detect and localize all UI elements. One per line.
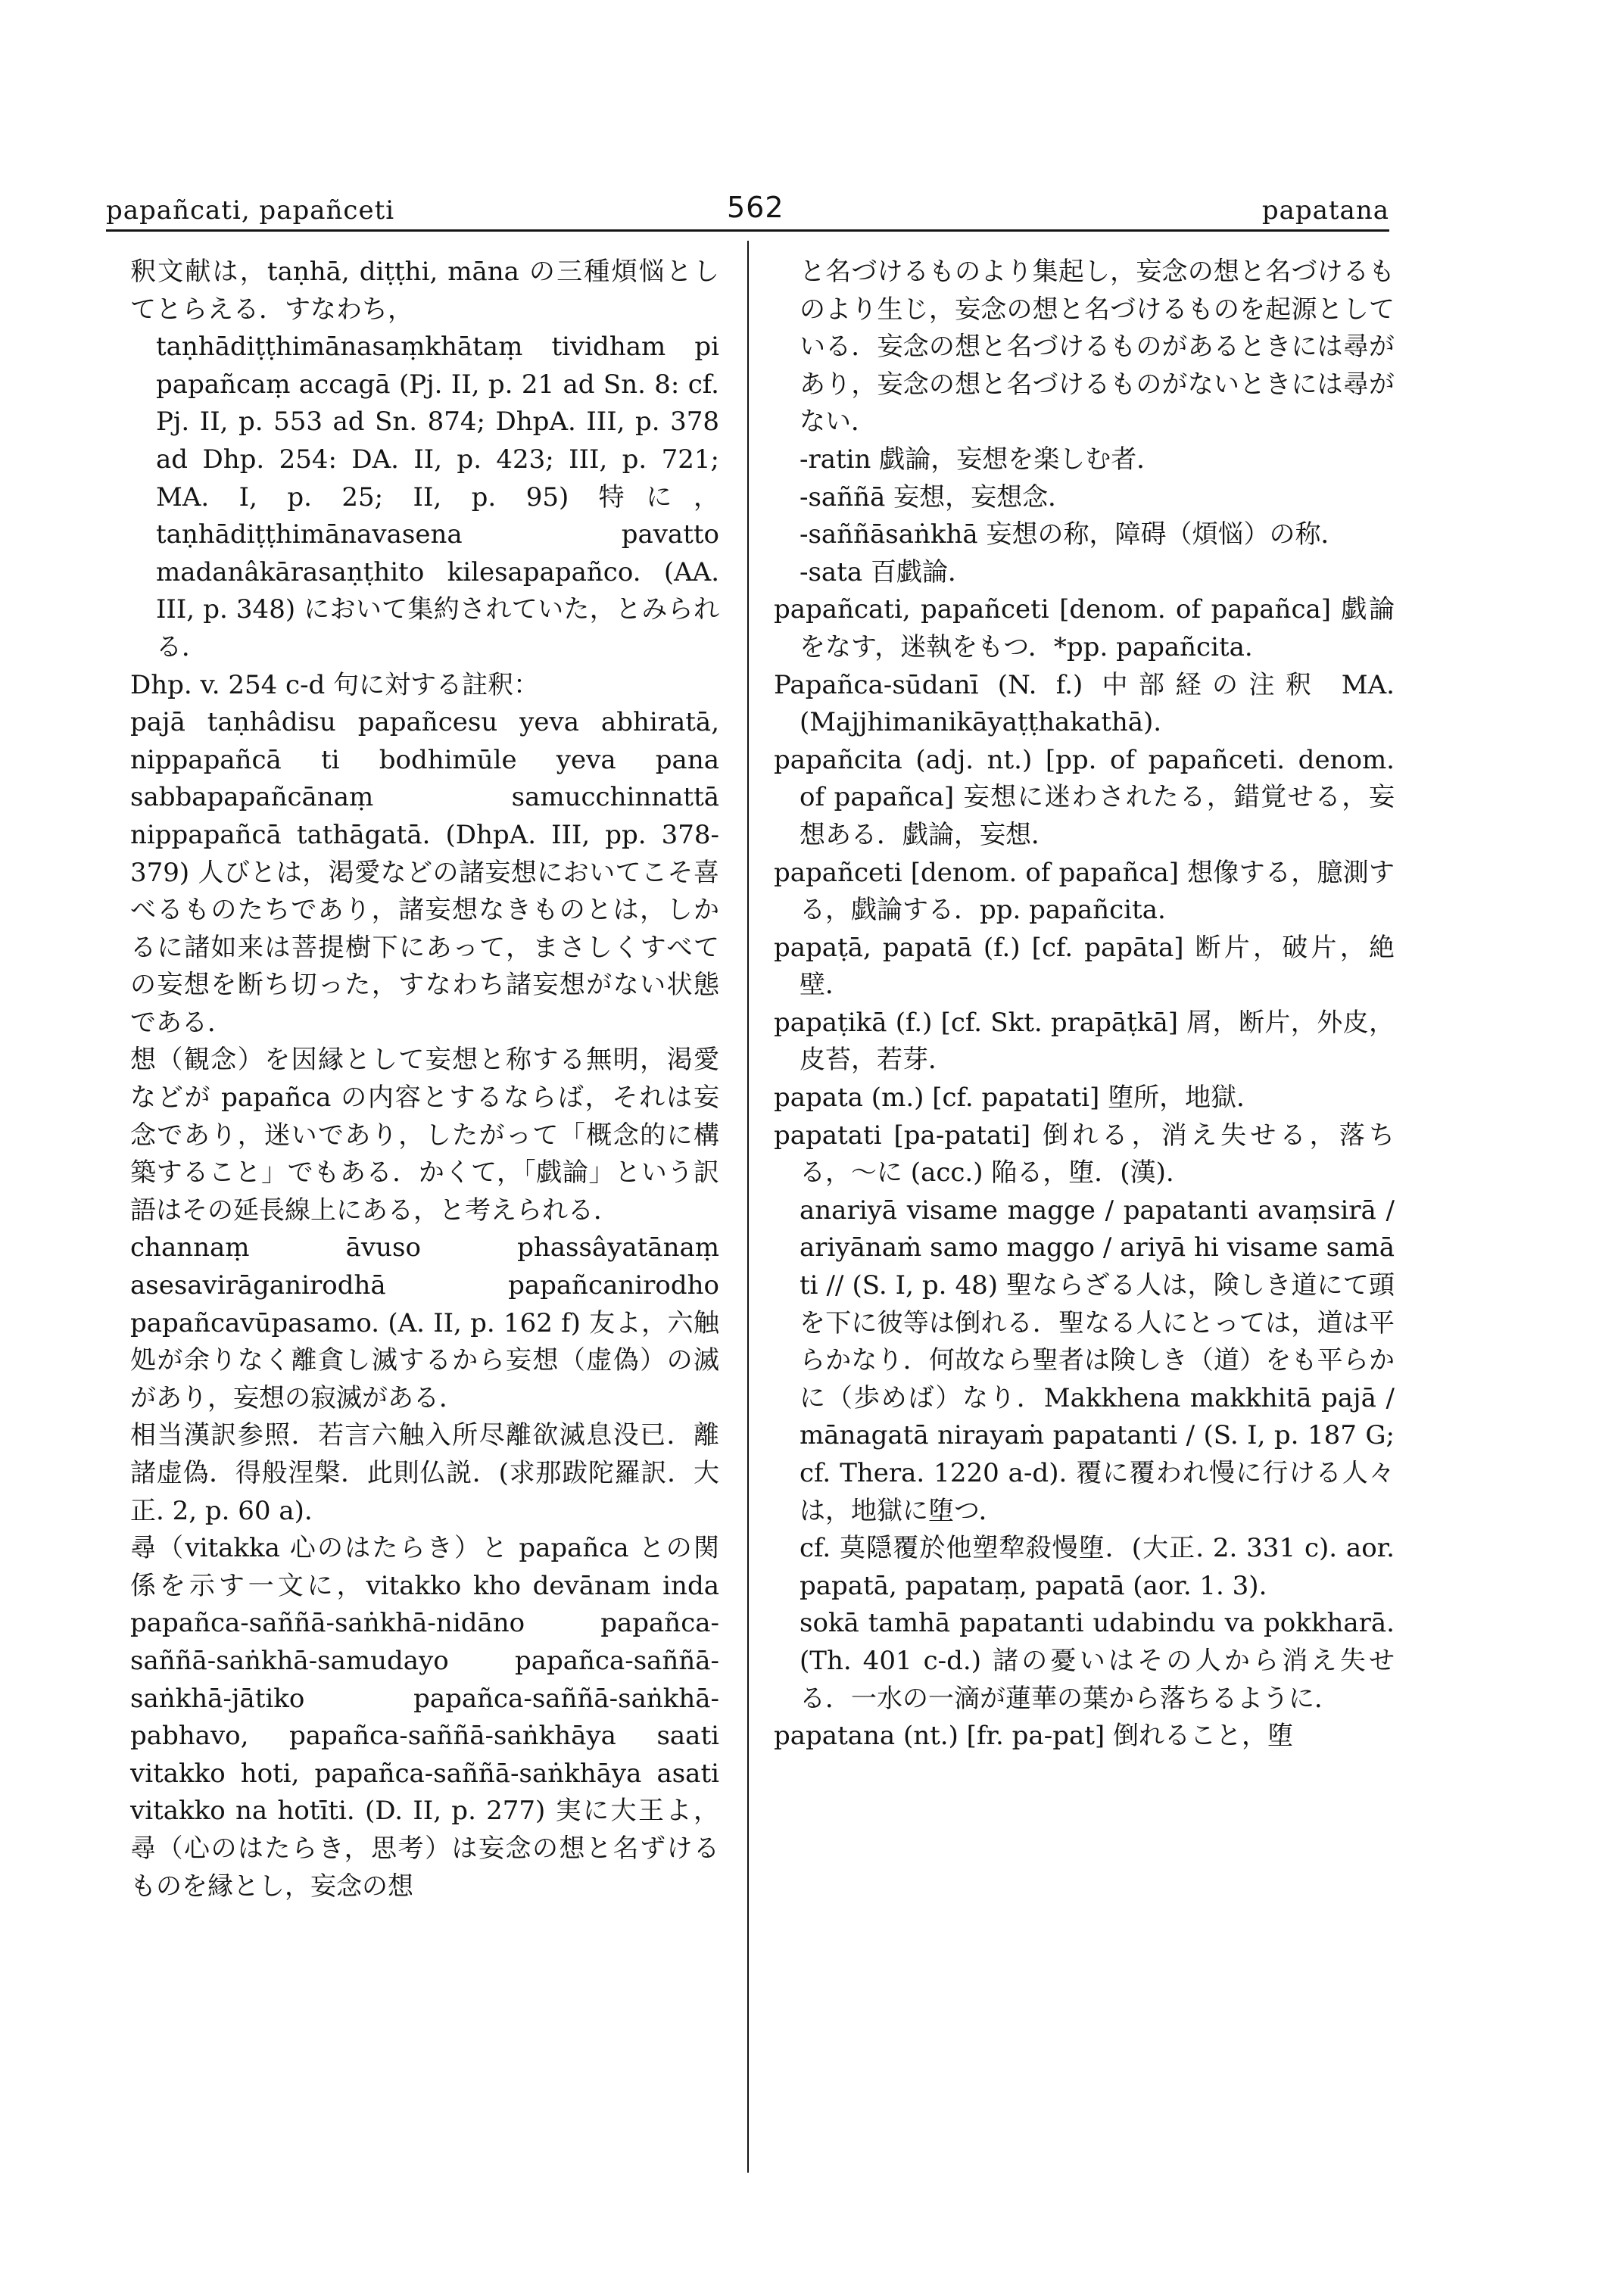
column-divider [747,241,749,2173]
right-running-head: papatana [1261,195,1389,226]
entry-papata-m: papata (m.) [cf. papatati] 堕所，地獄． [774,1083,1263,1114]
entry-papancita: papañcita (adj. nt.) [pp. of papañceti. denom. of papañca] 妄想に迷わされたる，錯覚せる，妄想ある．戯論，妄想． [774,744,1395,850]
paragraph: cf. 莫隠覆於他塑犂殺慢堕．(大正. 2. 331 c). aor. papatā, papataṃ, papatā (aor. 1. 3). [800,1533,1395,1601]
subentry: -saññā 妄想，妄想念． [800,481,1074,512]
paragraph: taṇhādiṭṭhimānasaṃkhātaṃ tividham pi papañcaṃ accagā (Pj. II, p. 21 ad Sn. 8: cf. Pj. II, p. 553 ad Sn. 874; DhpA. III, p. 378 ad Dhp. 254: DA. II, p. 423; III, p. 721; MA. I, p. 25; II, p. 95) 特に，taṇhādiṭṭhimānavasena pavatto madanâkārasaṇṭhito kilesapapañco. (AA. III, p. 348) において集約されていた，とみられる． [156,332,719,662]
paragraph: channaṃ āvuso phassâyatānaṃ asesavirāganirodhā papañcanirodho papañcavūpasamo. (A. II, p. 162 f) 友よ，六触処が余りなく離貪し滅するから妄想（虚偽）の滅があり，妄想の寂滅がある． [130,1232,719,1413]
entry-papatika: papaṭikā (f.) [cf. Skt. prapāṭkā] 屑，断片，外皮，皮苔，若芽． [774,1007,1395,1076]
running-header [106,188,1389,233]
paragraph: 相当漢訳参照．若言六触入所尽離欲滅息没已．離諸虚偽．得般涅槃．此則仏説．(求那跋陀羅訳．大正. 2, p. 60 a). [130,1420,719,1526]
paragraph: 釈文献は，taṇhā, diṭṭhi, māna の三種煩悩としてとらえる．すなわち， [130,257,719,325]
paragraph: 尋（vitakka 心のはたらき）と papañca との関係を示す一文に，vitakko kho devānam inda papañca-saññā-saṅkhā-nidāno papañca-saññā-saṅkhā-samudayo papañca-saññā-saṅkhā-jātiko papañca-saññā-saṅkhā-pabhavo, papañca-saññā-saṅkhāya saati vitakko hoti, papañca-saññā-saṅkhāya asati vitakko na hotīti. (D. II, p. 277) 実に大王よ，尋（心のはたらき，思考）は妄念の想と名ずけるものを縁とし，妄念の想 [130,1533,719,1902]
paragraph: と名づけるものより集起し，妄念の想と名づけるものより生じ，妄念の想と名づけるものを起源としている．妄念の想と名づけるものがあるときには尋があり，妄念の想と名づけるものがないときには尋がない． [800,257,1395,438]
entry-papatati: papatati [pa-patati] 倒れる，消え失せる，落ちる，〜に (acc.) 陥る，堕．(漢). [774,1120,1395,1189]
left-running-head: papañcati, papañceti [106,195,395,226]
subentry: -ratin 戯論，妄想を楽しむ者． [800,444,1163,475]
paragraph: 想（観念）を因縁として妄想と称する無明，渇愛などが papañca の内容とするならば，それは妄念であり，迷いであり，したがって「概念的に構築すること」でもある．かくて，「戯論」という訳語はその延長線上にある，と考えられる． [130,1045,719,1226]
left-column [130,254,719,1905]
subentry: -saññāsaṅkhā 妄想の称，障碍（煩悩）の称． [800,519,1347,550]
entry-papata: papaṭā, papatā (f.) [cf. papāta] 断片，破片，絶壁． [774,932,1395,1001]
entry-papanca-sudani: Papañca-sūdanī (N. f.) 中部経の注釈 MA. (Majjhimanikāyaṭṭhakathā). [774,669,1395,738]
subentry: -sata 百戯論． [800,556,974,587]
entry-papancati: papañcati, papañceti [denom. of papañca] 戯論をなす，迷執をもつ．*pp. papañcita. [774,594,1395,662]
entry-papatana: papatana (nt.) [fr. pa-pat] 倒れること，堕 [774,1721,1293,1752]
header-rule [106,229,1389,232]
paragraph: pajā taṇhâdisu papañcesu yeva abhiratā, nippapañcā ti bodhimūle yeva pana sabbapapañcānaṃ samucchinnattā nippapañcā tathāgatā. (DhpA. III, pp. 378-379) 人びとは，渇愛などの諸妄想においてこそ喜べるものたちであり，諸妄想なきものとは，しかるに諸如来は菩提樹下にあって，まさしくすべての妄想を断ち切った，すなわち諸妄想がない状態である． [130,707,719,1038]
paragraph: anariyā visame magge / papatanti avaṃsirā / ariyānaṁ samo maggo / ariyā hi visame samā ti // (S. I, p. 48) 聖ならざる人は，険しき道にて頭を下に彼等は倒れる．聖なる人にとっては，道は平らかなり．何故なら聖者は険しき（道）をも平らかに（歩めば）なり．Makkhena makkhitā pajā / mānagatā nirayaṁ papatanti / (S. I, p. 187 G; cf. Thera. 1220 a-d). 覆に覆われ慢に行ける人々は，地獄に堕つ． [800,1195,1395,1526]
paragraph: sokā tamhā papatanti udabindu va pokkharā. (Th. 401 c-d.) 諸の憂いはその人から消え失せる．一水の一滴が蓮華の葉から落ちるように． [800,1608,1395,1714]
entry-papanceti: papañceti [denom. of papañca] 想像する，臆測する，戯論する．pp. papañcita. [774,857,1395,926]
page-number: 562 [727,191,784,224]
paragraph: Dhp. v. 254 c-d 句に対する註釈： [130,669,540,700]
right-column [774,254,1395,1756]
